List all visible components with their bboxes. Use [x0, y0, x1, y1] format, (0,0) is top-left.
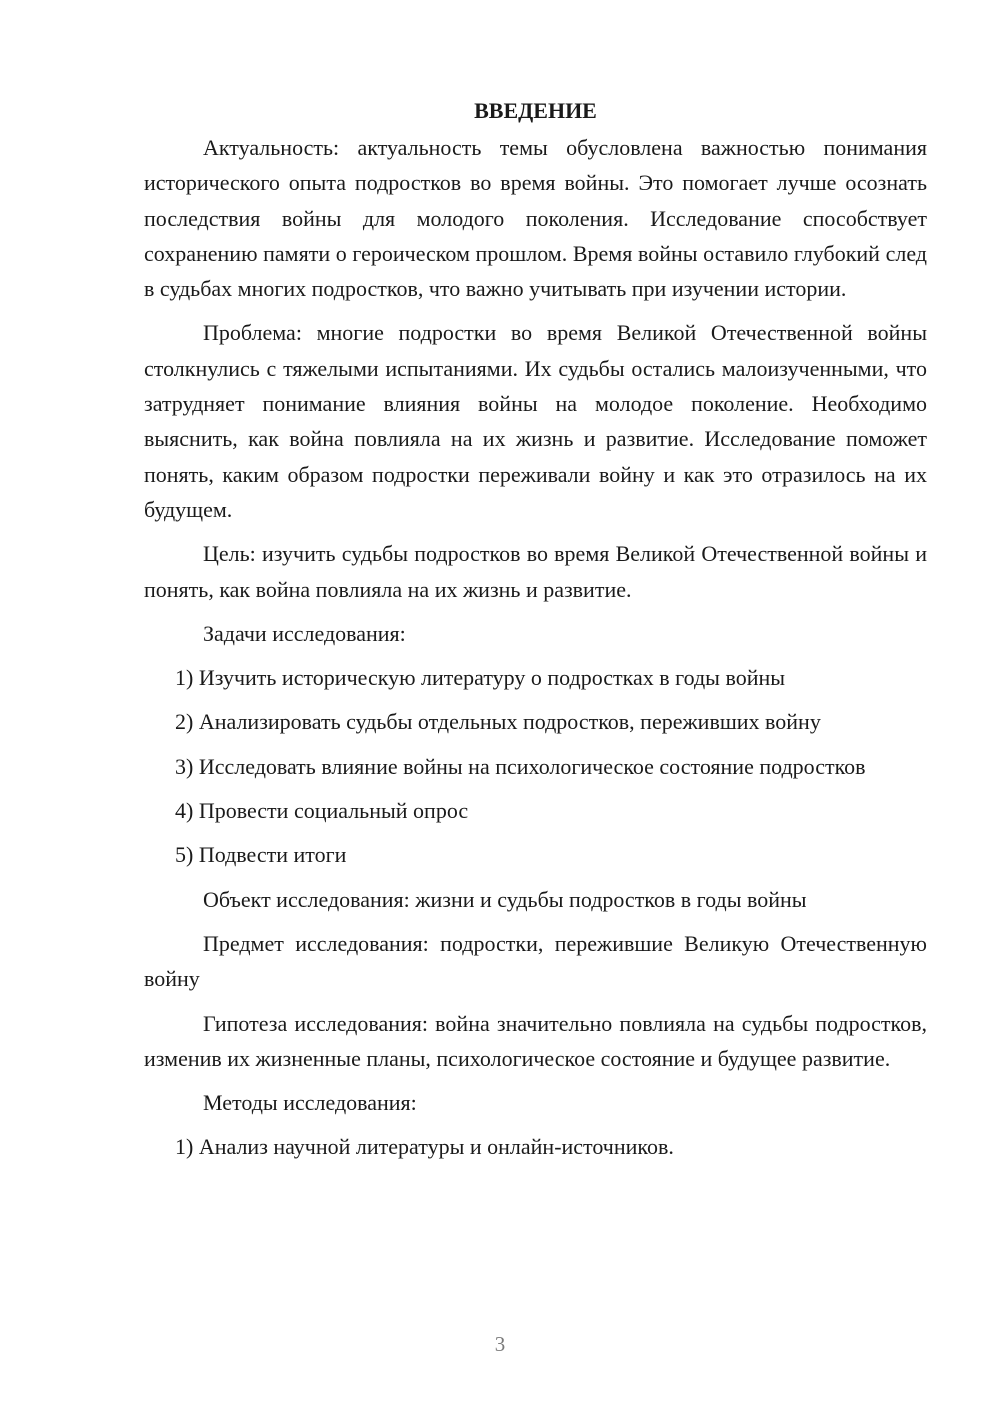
page-number: 3 — [494, 1332, 506, 1356]
task-item: 1) Изучить историческую литературу о подростках в годы войны — [175, 665, 786, 691]
task-item: 4) Провести социальный опрос — [175, 798, 469, 824]
method-item: 1) Анализ научной литературы и онлайн-источников. — [175, 1134, 674, 1160]
task-item: 2) Анализировать судьбы отдельных подростков, переживших войну — [175, 709, 821, 735]
task-item: 5) Подвести итоги — [175, 842, 347, 868]
goal-paragraph: Цель: изучить судьбы подростков во время Великой Отечественной войны и понять, как война повлияла на их жизнь и развитие. — [144, 541, 927, 602]
relevance-paragraph: Актуальность: актуальность темы обусловлена важностью понимания исторического опыта подростков во время войны. Это помогает лучше осознать последствия войны для молодого поколения. Исследование способствует сохранению памяти о героическом прошлом. Время войны оставило глубокий след в судьбах многих подростков, что важно учитывать при изучении истории. — [144, 135, 927, 302]
methods-heading: Методы исследования: — [203, 1090, 417, 1116]
object-paragraph: Объект исследования: жизни и судьбы подростков в годы войны — [203, 886, 807, 912]
subject-paragraph: Предмет исследования: подростки, пережившие Великую Отечественную войну — [144, 930, 927, 992]
task-item: 3) Исследовать влияние войны на психологическое состояние подростков — [175, 753, 866, 779]
problem-paragraph: Проблема: многие подростки во время Великой Отечественной войны столкнулись с тяжелыми испытаниями. Их судьбы остались малоизученными, что затрудняет понимание влияния войны на молодое поколение. Необходимо выяснить, как война повлияла на их жизнь и развитие. Исследование поможет понять, каким образом подростки переживали войну и как это отразилось на их будущем. — [144, 320, 927, 522]
hypothesis-paragraph: Гипотеза исследования: война значительно повлияла на судьбы подростков, изменив их жизненные планы, психологическое состояние и будущее развитие. — [144, 1010, 927, 1071]
section-title: ВВЕДЕНИЕ — [474, 98, 597, 123]
tasks-heading: Задачи исследования: — [203, 620, 406, 646]
page-content — [144, 94, 927, 1165]
